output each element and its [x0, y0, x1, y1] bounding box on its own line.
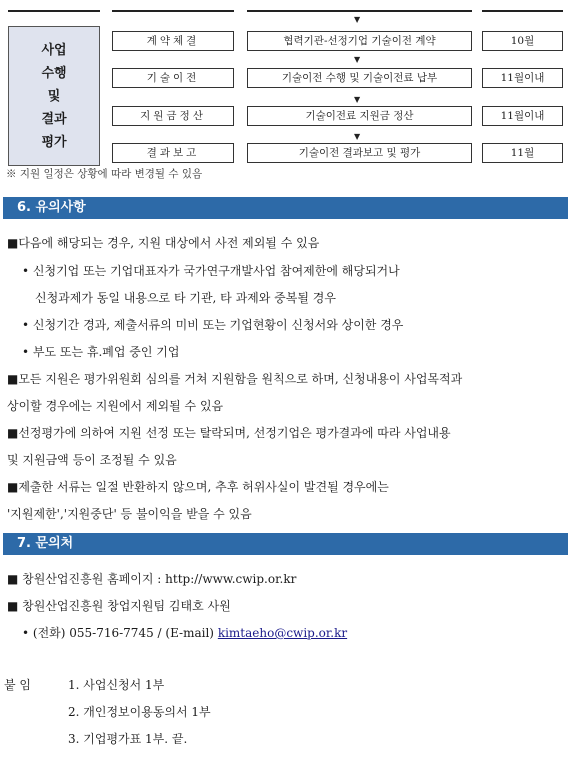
schedule-step: 기술이전 — [112, 68, 234, 88]
phase-label-line: 수행 — [41, 65, 67, 81]
phase-label-line: 결과 — [41, 111, 67, 127]
caution-item: '지원제한','지원중단' 등 불이익을 받을 수 있음 — [7, 507, 252, 521]
caution-item: ■다음에 해당되는 경우, 지원 대상에서 사전 제외될 수 있음 — [7, 236, 320, 250]
down-arrow-icon: ▼ — [354, 132, 361, 141]
contact-line — [22, 624, 347, 641]
schedule-desc: 기술이전료 지원금 정산 — [247, 106, 472, 126]
caution-item: 상이할 경우에는 지원에서 제외될 수 있음 — [7, 399, 224, 413]
attachment-item: 2. 개인정보이용동의서 1부 — [68, 705, 211, 719]
schedule-desc: 기술이전 결과보고 및 평가 — [247, 143, 472, 163]
table-top-rule — [8, 10, 100, 12]
attachment-item: 3. 기업평가표 1부. 끝. — [68, 732, 188, 746]
caution-item: 신청과제가 동일 내용으로 타 기관, 타 과제와 중복될 경우 — [35, 291, 336, 305]
contact-phone: • (전화) 055-716-7745 / (E-mail) — [22, 626, 218, 640]
down-arrow-icon: ▼ — [354, 95, 361, 104]
table-top-rule — [482, 10, 563, 12]
schedule-step: 계약체결 — [112, 31, 234, 51]
section-title-contact: 7. 문의처 — [3, 533, 568, 555]
caution-item: • 신청기업 또는 기업대표자가 국가연구개발사업 참여제한에 해당되거나 — [22, 264, 400, 278]
table-top-rule — [247, 10, 472, 12]
caution-item: • 신청기간 경과, 제출서류의 미비 또는 기업현황이 신청서와 상이한 경우 — [22, 318, 404, 332]
caution-item: ■선정평가에 의하여 지원 선정 또는 탈락되며, 선정기업은 평가결과에 따라 사업내용 — [7, 426, 451, 440]
schedule-step: 지원금정산 — [112, 106, 234, 126]
contact-team: ■ 창원산업진흥원 창업지원팀 김태호 사원 — [7, 599, 231, 613]
down-arrow-icon: ▼ — [354, 55, 361, 64]
caution-item: 및 지원금액 등이 조정될 수 있음 — [7, 453, 177, 467]
phase-label-line: 평가 — [41, 134, 67, 150]
schedule-desc: 협력기관-선정기업 기술이전 계약 — [247, 31, 472, 51]
attachments-label: 붙 임 — [4, 678, 31, 692]
caution-item: ■모든 지원은 평가위원회 심의를 거쳐 지원함을 원칙으로 하며, 신청내용이 사업목적과 — [7, 372, 463, 386]
phase-label-line: 및 — [47, 88, 61, 104]
schedule-date: 11월 — [482, 143, 563, 163]
contact-homepage: ■ 창원산업진흥원 홈페이지 : http://www.cwip.or.kr — [7, 572, 297, 586]
phase-label-line: 사업 — [41, 42, 67, 58]
email-link[interactable]: kimtaeho@cwip.or.kr — [217, 626, 348, 640]
section-title-cautions: 6. 유의사항 — [3, 197, 568, 219]
caution-item: ■제출한 서류는 일절 반환하지 않으며, 추후 허위사실이 발견될 경우에는 — [7, 480, 389, 494]
caution-item: • 부도 또는 휴.폐업 중인 기업 — [22, 345, 180, 359]
schedule-step: 결과보고 — [112, 143, 234, 163]
down-arrow-icon: ▼ — [354, 15, 361, 24]
schedule-date: 11월이내 — [482, 68, 563, 88]
attachment-item: 1. 사업신청서 1부 — [68, 678, 165, 692]
schedule-desc: 기술이전 수행 및 기술이전료 납부 — [247, 68, 472, 88]
schedule-date: 11월이내 — [482, 106, 563, 126]
table-top-rule — [112, 10, 234, 12]
schedule-note: ※ 지원 일정은 상황에 따라 변경될 수 있음 — [6, 168, 203, 180]
schedule-date: 10월 — [482, 31, 563, 51]
phase-label — [8, 26, 100, 166]
